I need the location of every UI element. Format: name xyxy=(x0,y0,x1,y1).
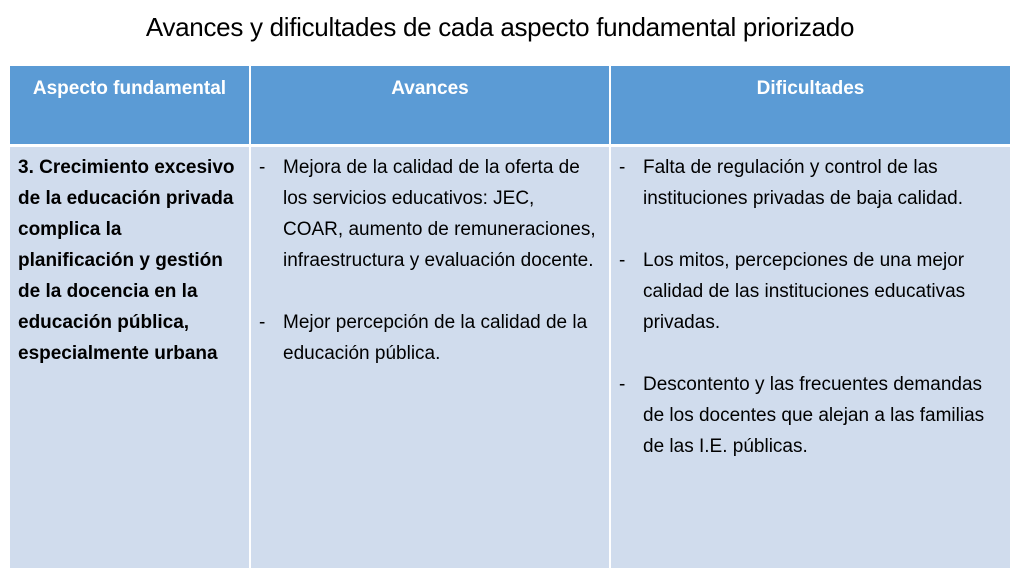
dificultad-text: Falta de regulación y control de las instituciones privadas de baja calidad. xyxy=(643,157,964,209)
header-aspecto-fundamental: Aspecto fundamental xyxy=(10,66,250,146)
header-dificultades: Dificultades xyxy=(610,66,1010,146)
header-avances: Avances xyxy=(250,66,610,146)
avances-dificultades-table xyxy=(10,66,1010,568)
dash-bullet: - xyxy=(619,250,626,271)
list-item xyxy=(259,152,599,276)
aspect-text: 3. Crecimiento excesivo de la educación privada complica la planificación y gestión de la docencia en la educación pública, especialmente urbana xyxy=(18,157,235,364)
dash-bullet: - xyxy=(259,157,266,178)
dificultades-list xyxy=(619,152,1000,462)
dash-bullet: - xyxy=(259,312,266,333)
slide-title: Avances y dificultades de cada aspecto fundamental priorizado xyxy=(145,12,855,42)
avances-cell xyxy=(250,146,610,569)
avance-text: Mejor percepción de la calidad de la educación pública. xyxy=(283,312,588,364)
avances-list xyxy=(259,152,599,369)
dificultad-text: Descontento y las frecuentes demandas de los docentes que alejan a las familias de las I.E. públicas. xyxy=(643,374,985,457)
list-item xyxy=(619,152,1000,214)
dificultades-cell xyxy=(610,146,1010,569)
list-item xyxy=(619,369,1000,462)
dificultad-text: Los mitos, percepciones de una mejor calidad de las instituciones educativas privadas. xyxy=(643,250,966,333)
aspect-cell xyxy=(10,146,250,569)
dash-bullet: - xyxy=(619,157,626,178)
table-row xyxy=(10,146,1010,569)
table-header-row xyxy=(10,66,1010,146)
list-item xyxy=(619,245,1000,338)
dash-bullet: - xyxy=(619,374,626,395)
avance-text: Mejora de la calidad de la oferta de los servicios educativos: JEC, COAR, aumento de remuneraciones, infraestructura y evaluación docente. xyxy=(283,157,596,271)
list-item xyxy=(259,307,599,369)
